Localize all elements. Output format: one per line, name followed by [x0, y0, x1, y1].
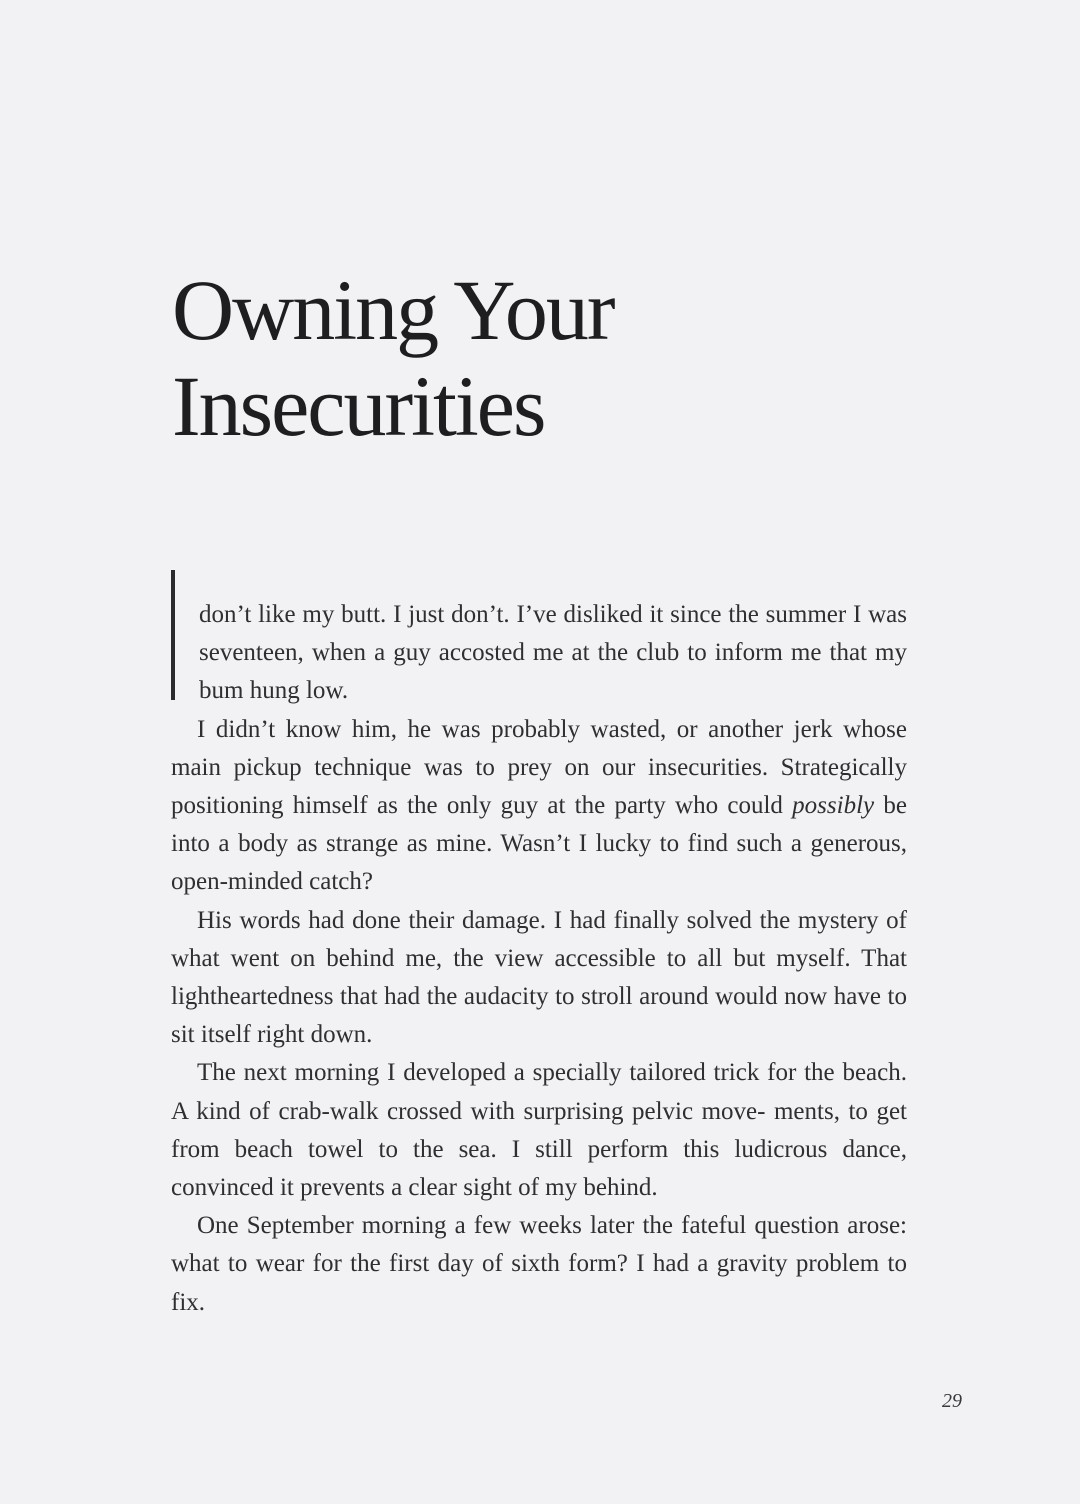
paragraph-2-emphasis: possibly [792, 792, 875, 820]
paragraph-3: His words had done their damage. I had finally solved the mystery of what went on behind me, the view accessible to all but myself. That lightheartedness that had the audacity to stroll around would now have to sit itself right down. [171, 906, 907, 1049]
chapter-body [171, 596, 907, 1322]
chapter-title [172, 262, 932, 454]
paragraph-1-text: don’t like my butt. I just don’t. I’ve disliked it since the summer I was seventeen, when a guy accosted me at the club to inform me that my bum hung low. [199, 601, 907, 705]
paragraph-2 [171, 711, 907, 902]
paragraph-5: One September morning a few weeks later the fateful question arose: what to wear for the first day of sixth form? I had a gravity problem to fix. [171, 1212, 907, 1316]
paragraph-2-text-b: be into a body as strange as mine. Wasn’t I lucky to find such a generous, open-minded catch? [171, 792, 907, 896]
paragraph-1 [171, 596, 907, 711]
chapter-title-line-2: Insecurities [172, 358, 545, 454]
page-number: 29 [942, 1390, 962, 1412]
drop-cap [171, 570, 199, 682]
drop-cap-i-glyph [171, 570, 175, 700]
chapter-title-line-1: Owning Your [172, 262, 614, 358]
paragraph-4: The next morning I developed a specially tailored trick for the beach. A kind of crab-walk crossed with surprising pelvic move- ments, to get from beach towel to the sea. I still perform this ludicrous dance, convinced it prevents a clear sight of my behind. [171, 1059, 907, 1202]
paragraph-2-text-a: I didn’t know him, he was probably wasted, or another jerk whose main pickup technique was to prey on our insecurities. Strategically positioning himself as the only guy at the party who could [171, 715, 907, 820]
